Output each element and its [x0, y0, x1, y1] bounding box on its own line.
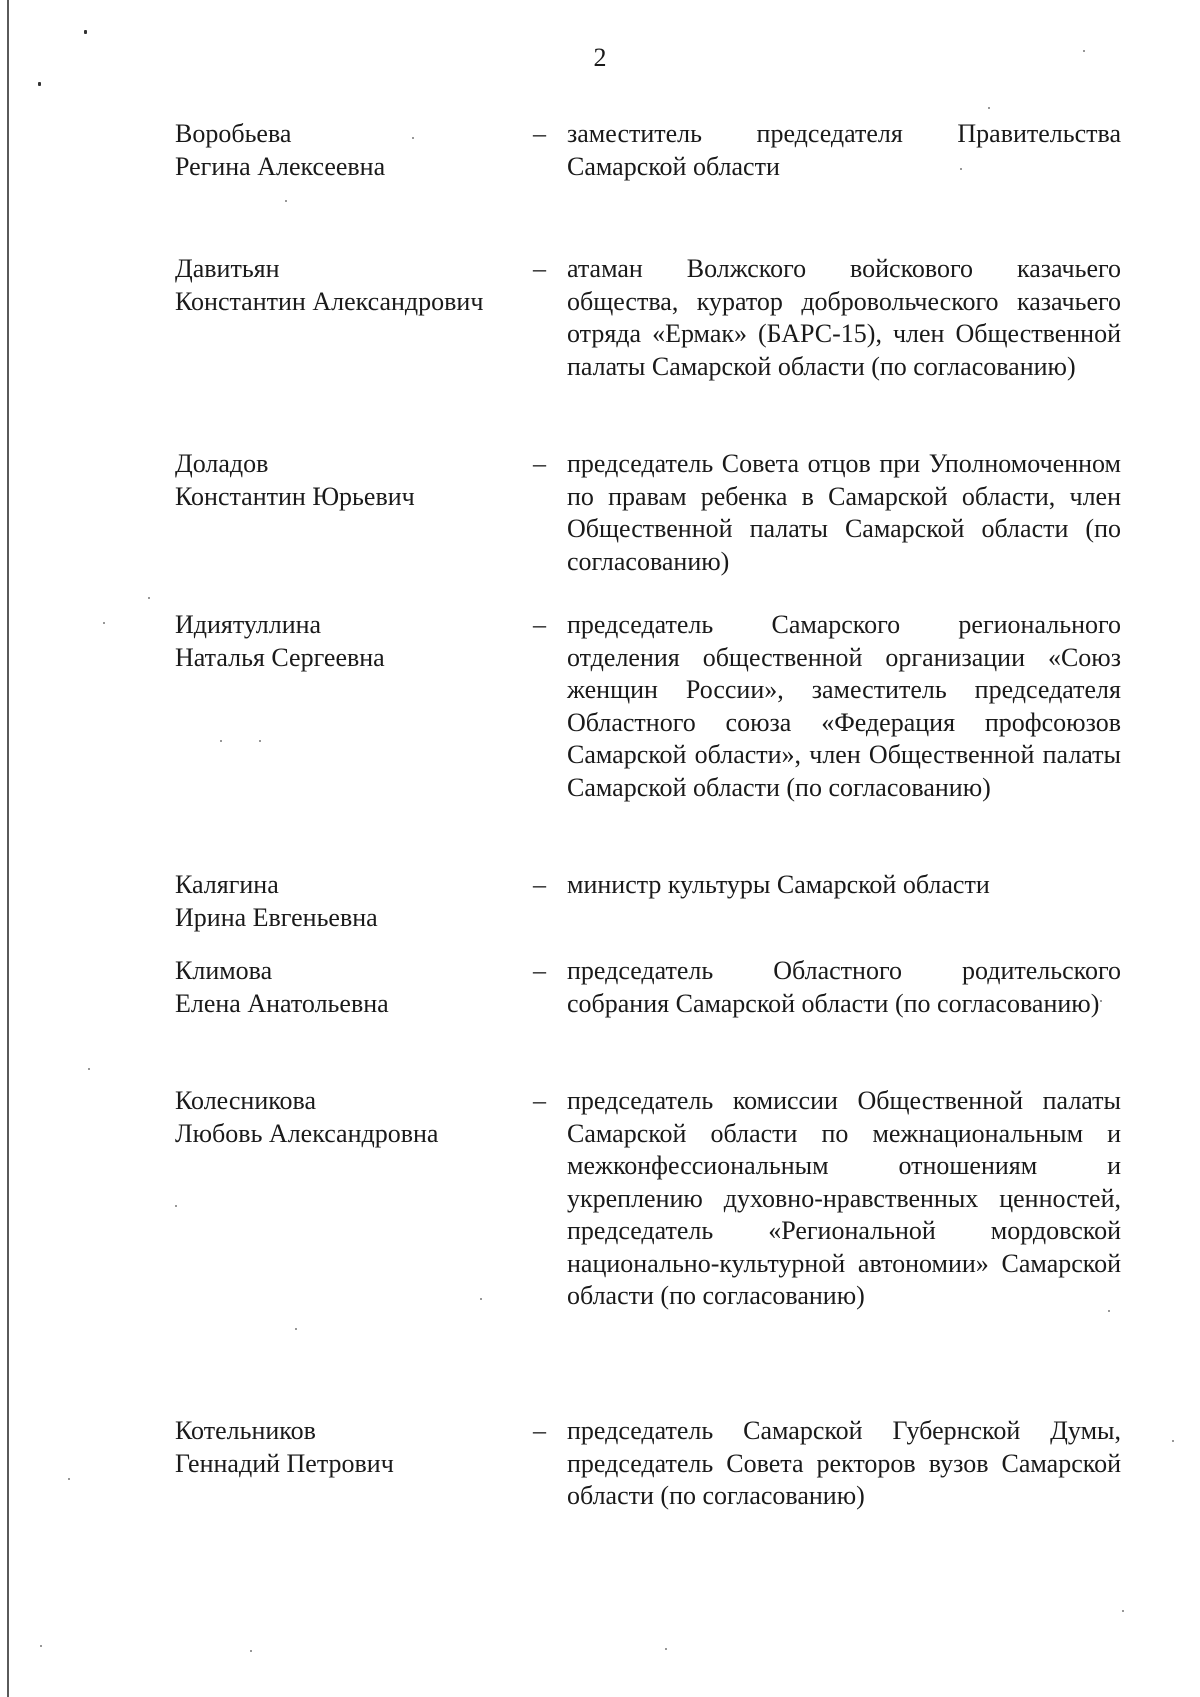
- member-name: [175, 955, 535, 1020]
- entry-dash: –: [533, 956, 546, 985]
- member-role: заместитель председателя Правительства Самарской области: [567, 119, 1121, 181]
- member-surname: Идиятуллина: [175, 610, 322, 639]
- member-name: [175, 448, 535, 513]
- member-role: атаман Волжского войскового казачьего общества, куратор добровольческого казачьего отряда «Ермак» (БАРС-15), член Общественной палаты Самарской области (по согласованию): [567, 254, 1121, 381]
- member-surname: Колесникова: [175, 1086, 317, 1115]
- entry-dash: –: [533, 449, 546, 478]
- entry-dash: –: [533, 254, 546, 283]
- page-number: 2: [593, 43, 607, 72]
- member-surname: Калягина: [175, 870, 279, 899]
- member-role: председатель Самарского регионального отделения общественной организации «Союз женщин России», заместитель председателя Областного союза «Федерация профсоюзов Самарской области», член Общественной палаты Самарской области (по согласованию): [567, 610, 1121, 802]
- member-role: председатель комиссии Общественной палаты Самарской области по межнациональным и межконфессиональным отношениям и укреплению духовно-нравственных ценностей, председатель «Региональной мордовской национально-культурной автономии» Самарской области (по согласованию): [567, 1086, 1121, 1310]
- member-given-name: Константин Александрович: [175, 286, 484, 316]
- member-surname: Котельников: [175, 1416, 316, 1445]
- member-name: [175, 118, 535, 183]
- member-role: председатель Самарской Губернской Думы, председатель Совета ректоров вузов Самарской области (по согласованию): [567, 1416, 1121, 1510]
- member-name: [175, 609, 535, 674]
- page-edge-rule: [7, 0, 9, 1697]
- member-given-name: Геннадий Петрович: [175, 1448, 394, 1478]
- member-given-name: Константин Юрьевич: [175, 481, 415, 511]
- entry-dash: –: [533, 119, 546, 148]
- member-surname: Климова: [175, 956, 273, 985]
- member-given-name: Регина Алексеевна: [175, 151, 386, 181]
- member-role: председатель Областного родительского собрания Самарской области (по согласованию): [567, 956, 1121, 1018]
- entry-dash: –: [533, 1086, 546, 1115]
- member-role: председатель Совета отцов при Уполномоченном по правам ребенка в Самарской области, член Общественной палаты Самарской области (по согласованию): [567, 449, 1121, 576]
- member-given-name: Ирина Евгеньевна: [175, 902, 378, 932]
- member-name: [175, 869, 535, 934]
- member-given-name: Любовь Александровна: [175, 1118, 439, 1148]
- member-name: [175, 1085, 535, 1150]
- member-name: [175, 1415, 535, 1480]
- member-name: [175, 253, 535, 318]
- member-surname: Доладов: [175, 449, 269, 478]
- entry-dash: –: [533, 610, 546, 639]
- entry-dash: –: [533, 870, 546, 899]
- entry-dash: –: [533, 1416, 546, 1445]
- member-surname: Давитьян: [175, 254, 280, 283]
- member-role: министр культуры Самарской области: [567, 870, 990, 899]
- member-given-name: Елена Анатольевна: [175, 988, 389, 1018]
- member-given-name: Наталья Сергеевна: [175, 642, 385, 672]
- member-surname: Воробьева: [175, 119, 292, 148]
